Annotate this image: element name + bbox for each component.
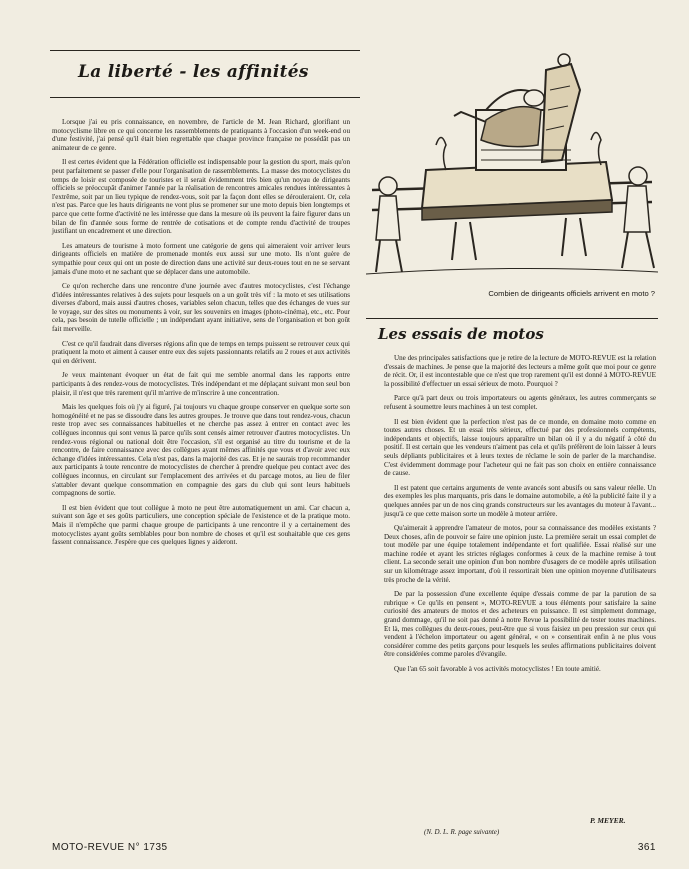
paragraph: Parce qu'à part deux ou trois importateurs ou agents généraux, les autres commerçants se refusent à soumettre leurs machines à un test complet. [384,394,656,411]
paragraph: Lorsque j'ai eu pris connaissance, en novembre, de l'article de M. Jean Richard, glorifiant un motocyclisme libre en ce qui concerne les rassemblements de pratiquants à l'occasion d'un week-end ou d'une festivité, j'ai pensé qu'il était bien regrettable que chaque province française ne possédât pas un animateur de ce genre. [52,118,350,152]
article1-title: La liberté - les affinités [78,62,309,82]
paragraph: Qu'aimerait à apprendre l'amateur de motos, pour sa connaissance des modèles existants ? Deux choses, afin de pouvoir se faire une opinion juste. La première serait un essai complet de tout modèle par une équipe totalement indépendante et fort qualifiée. Essai réalisé sur une machine rodée et ayant les strictes réglages conformes à ceux de la machine remise à tout client. La seconde serait une opinion d'un bon nombre d'usagers de ce modèle après utilisation sur un kilométrage assez important, d'où il ressortirait bien une opinion moyenne d'utilisateurs très proche de la vérité. [384,524,656,584]
paragraph: Ce qu'on recherche dans une rencontre d'une journée avec d'autres motocyclistes, c'est l'échange d'idées intéressantes relatives à des sujets pour lesquels on a un goût très vif : la moto et ses utilisations diverses d'abord, mais aussi d'autres choses, variables selon chacun, telles que des échanges de vues sur le voyage, sur des sites ou monuments à voir, sur les souvenirs en images (photo-cinéma), etc., etc. Pour cela, pas besoin de tutelle officielle ; un indépendant ayant initiative, sens de l'organisation et bon goût fait merveille. [52,282,350,334]
editor-note: (N. D. L. R. page suivante) [424,828,500,836]
paragraph: Les amateurs de tourisme à moto forment une catégorie de gens qui aimeraient voir arriver leurs dirigeants officiels en matière de promenade montés eux aussi sur une moto. Ils n'ont guère de sympathie pour ceux qui ont un poste de direction dans une activité sur deux-roues tout en ne se servant jamais d'une moto et ne sachant que se déplacer dans une automobile. [52,241,350,276]
paragraph: Il est bien évident que tout collègue à moto ne peut être automatiquement un ami. Car chacun a, suivant son âge et ses goûts particuliers, une conception spéciale de l'existence et de la pratique moto. Mais il n'empêche que parmi chaque groupe de participants à une rencontre il y a certainement des motocyclistes ayant goûts semblables pour bon nombre de choses et qu'il est souhaitable que ces gens fassent connaissance. J'espère que ces quelques lignes y aideront. [52,503,350,547]
paragraph: Je veux maintenant évoquer un état de fait qui me semble anormal dans les rapports entre participants à des rendez-vous de motocyclistes. Très indépendant et me déplaçant suivant mon seul bon plaisir, il n'est que très rarement qu'il m'arrive de m'inscrire à une concentration. [52,371,350,397]
article2-header [366,318,658,347]
illustration-caption: Combien de dirigeants officiels arrivent en moto ? [488,289,655,298]
article1-header [50,50,360,98]
paragraph: Il est patent que certains arguments de vente avancés sont abusifs ou sans valeur réelle. Un des exemples les plus marquants, pris dans le domaine automobile, a été la publicité faite il y a quelques années par un de nos cinq grands constructeurs sur les avantages du moteur à l'avant... jusqu'à ce que cette maison sorte un modèle à moteur arrière. [384,483,656,518]
cartoon-illustration [366,50,658,280]
author-signature: P. MEYER. [590,816,626,825]
article2-body [384,354,656,680]
paragraph: Que l'an 65 soit favorable à vos activités motocyclistes ! En toute amitié. [394,665,601,673]
page-number: 361 [637,842,656,853]
paragraph: Il est bien évident que la perfection n'est pas de ce monde, en domaine moto comme en toutes autres choses. Et un essai très sérieux, effectué par des professionnels compétents, indépendants et objectifs, laisse toujours apparaître un bilan où il y a du négatif à côté du positif. Il est certain que les vendeurs n'aiment pas cela et qu'ils préfèrent de loin laisser à leurs seuls dépliants publicitaires et à leurs textes de réclame le soin de parler de la marchandise. C'est évidemment dommage pour l'acheteur qui ne fait pas son choix en entière connaissance de cause. [384,417,656,478]
article1-body [52,118,350,553]
paragraph: Une des principales satisfactions que je retire de la lecture de MOTO-REVUE est la relation d'essais de machines. Je pense que la majorité des lecteurs a même goût que moi pour ce genre de récit. Or, il est incontestable que ce n'est que trop rarement qu'il est donné à MOTO-REVUE la possibilité d'effectuer un essai sérieux de moto. Pourquoi ? [384,354,656,388]
paragraph: Il est certes évident que la Fédération officielle est indispensable pour la gestion du sport, mais qu'on peut parfaitement se passer d'elle pour l'organisation de rassemblements. La masse des motocyclistes du temps de loisir est composée de touristes et il serait évidemment très bien qu'un noyau de dirigeants officiels se préoccupât d'animer l'année par la réalisation de rencontres amicales rendues intéressantes à l'extrême, soit par un lieu typique de rendez-vous, soit par la façon dont elles se dérouleraient. Or, cela n'est pas. Parce que les hauts dirigeants ne vont plus se promener sur une moto depuis bien longtemps et parce que cette forme d'activité ne les intéresse que dans la mesure où ils peuvent la faire figurer dans un bilan de fin d'année sous forme de rentrée de cotisations et de compte rendu d'activité de troupes justifiant un encadrement et une direction. [52,158,350,236]
paragraph: Mais les quelques fois où j'y ai figuré, j'ai toujours vu chaque groupe conserver en quelque sorte son homogénéité et ne pas se dissoudre dans les autres groupes. Je trouve que dans tout rendez-vous, chacun reste trop avec ses connaissances habituelles et ne cherche pas assez à entrer en contact avec les collègues inconnus qui sont venus là parce qu'ils sont censés aimer retrouver d'autres motocyclistes. Un rendez-vous régional ou national doit être l'occasion, s'il est organisé au titre du tourisme et de la rencontre, de faire connaissance avec des collègues ayant mêmes affinités que vous et d'avoir avec eux échange d'idées intéressantes. Cela n'est pas, dans la majorité des cas. Et je ne saurais trop recommander aux participants à toute rencontre de motocyclistes de chercher à prendre quelque peu contact avec des collègues inconnus, en circulant sur l'emplacement des arrivées et du parcage motos, au lieu de filer s'attabler devant quelque consommation en compagnie des gars du club qui sont leurs habituels compagnons de sortie. [52,403,350,498]
magazine-issue: MOTO-REVUE N° 1735 [52,842,168,853]
article2-title: Les essais de motos [378,325,544,343]
paragraph: De par la possession d'une excellente équipe d'essais comme de par la parution de sa rubrique « Ce qu'ils en pensent », MOTO-REVUE a tous éléments pour satisfaire la saine curiosité des amateurs de motos et des acheteurs en puissance. Il est simplement dommage, grand dommage, qu'il ne soit pas donné à notre Revue la possibilité de tester toutes machines. Et là, mes collègues du deux-roues, peut-être que si vous faisiez un peu pression sur ceux qui vendent à l'échelon importateur ou agent général, « on » consentirait enfin à ne plus vous considérer comme des petits garçons pour lesquels les seules affirmations publicitaires doivent être considérées comme paroles d'évangile. [384,590,656,659]
paragraph: C'est ce qu'il faudrait dans diverses régions afin que de temps en temps puissent se retrouver ceux qui pratiquent la moto et aiment à causer entre eux des sujets passionnants relatifs au 2 roues et aux activités qui en dérivent. [52,339,350,365]
